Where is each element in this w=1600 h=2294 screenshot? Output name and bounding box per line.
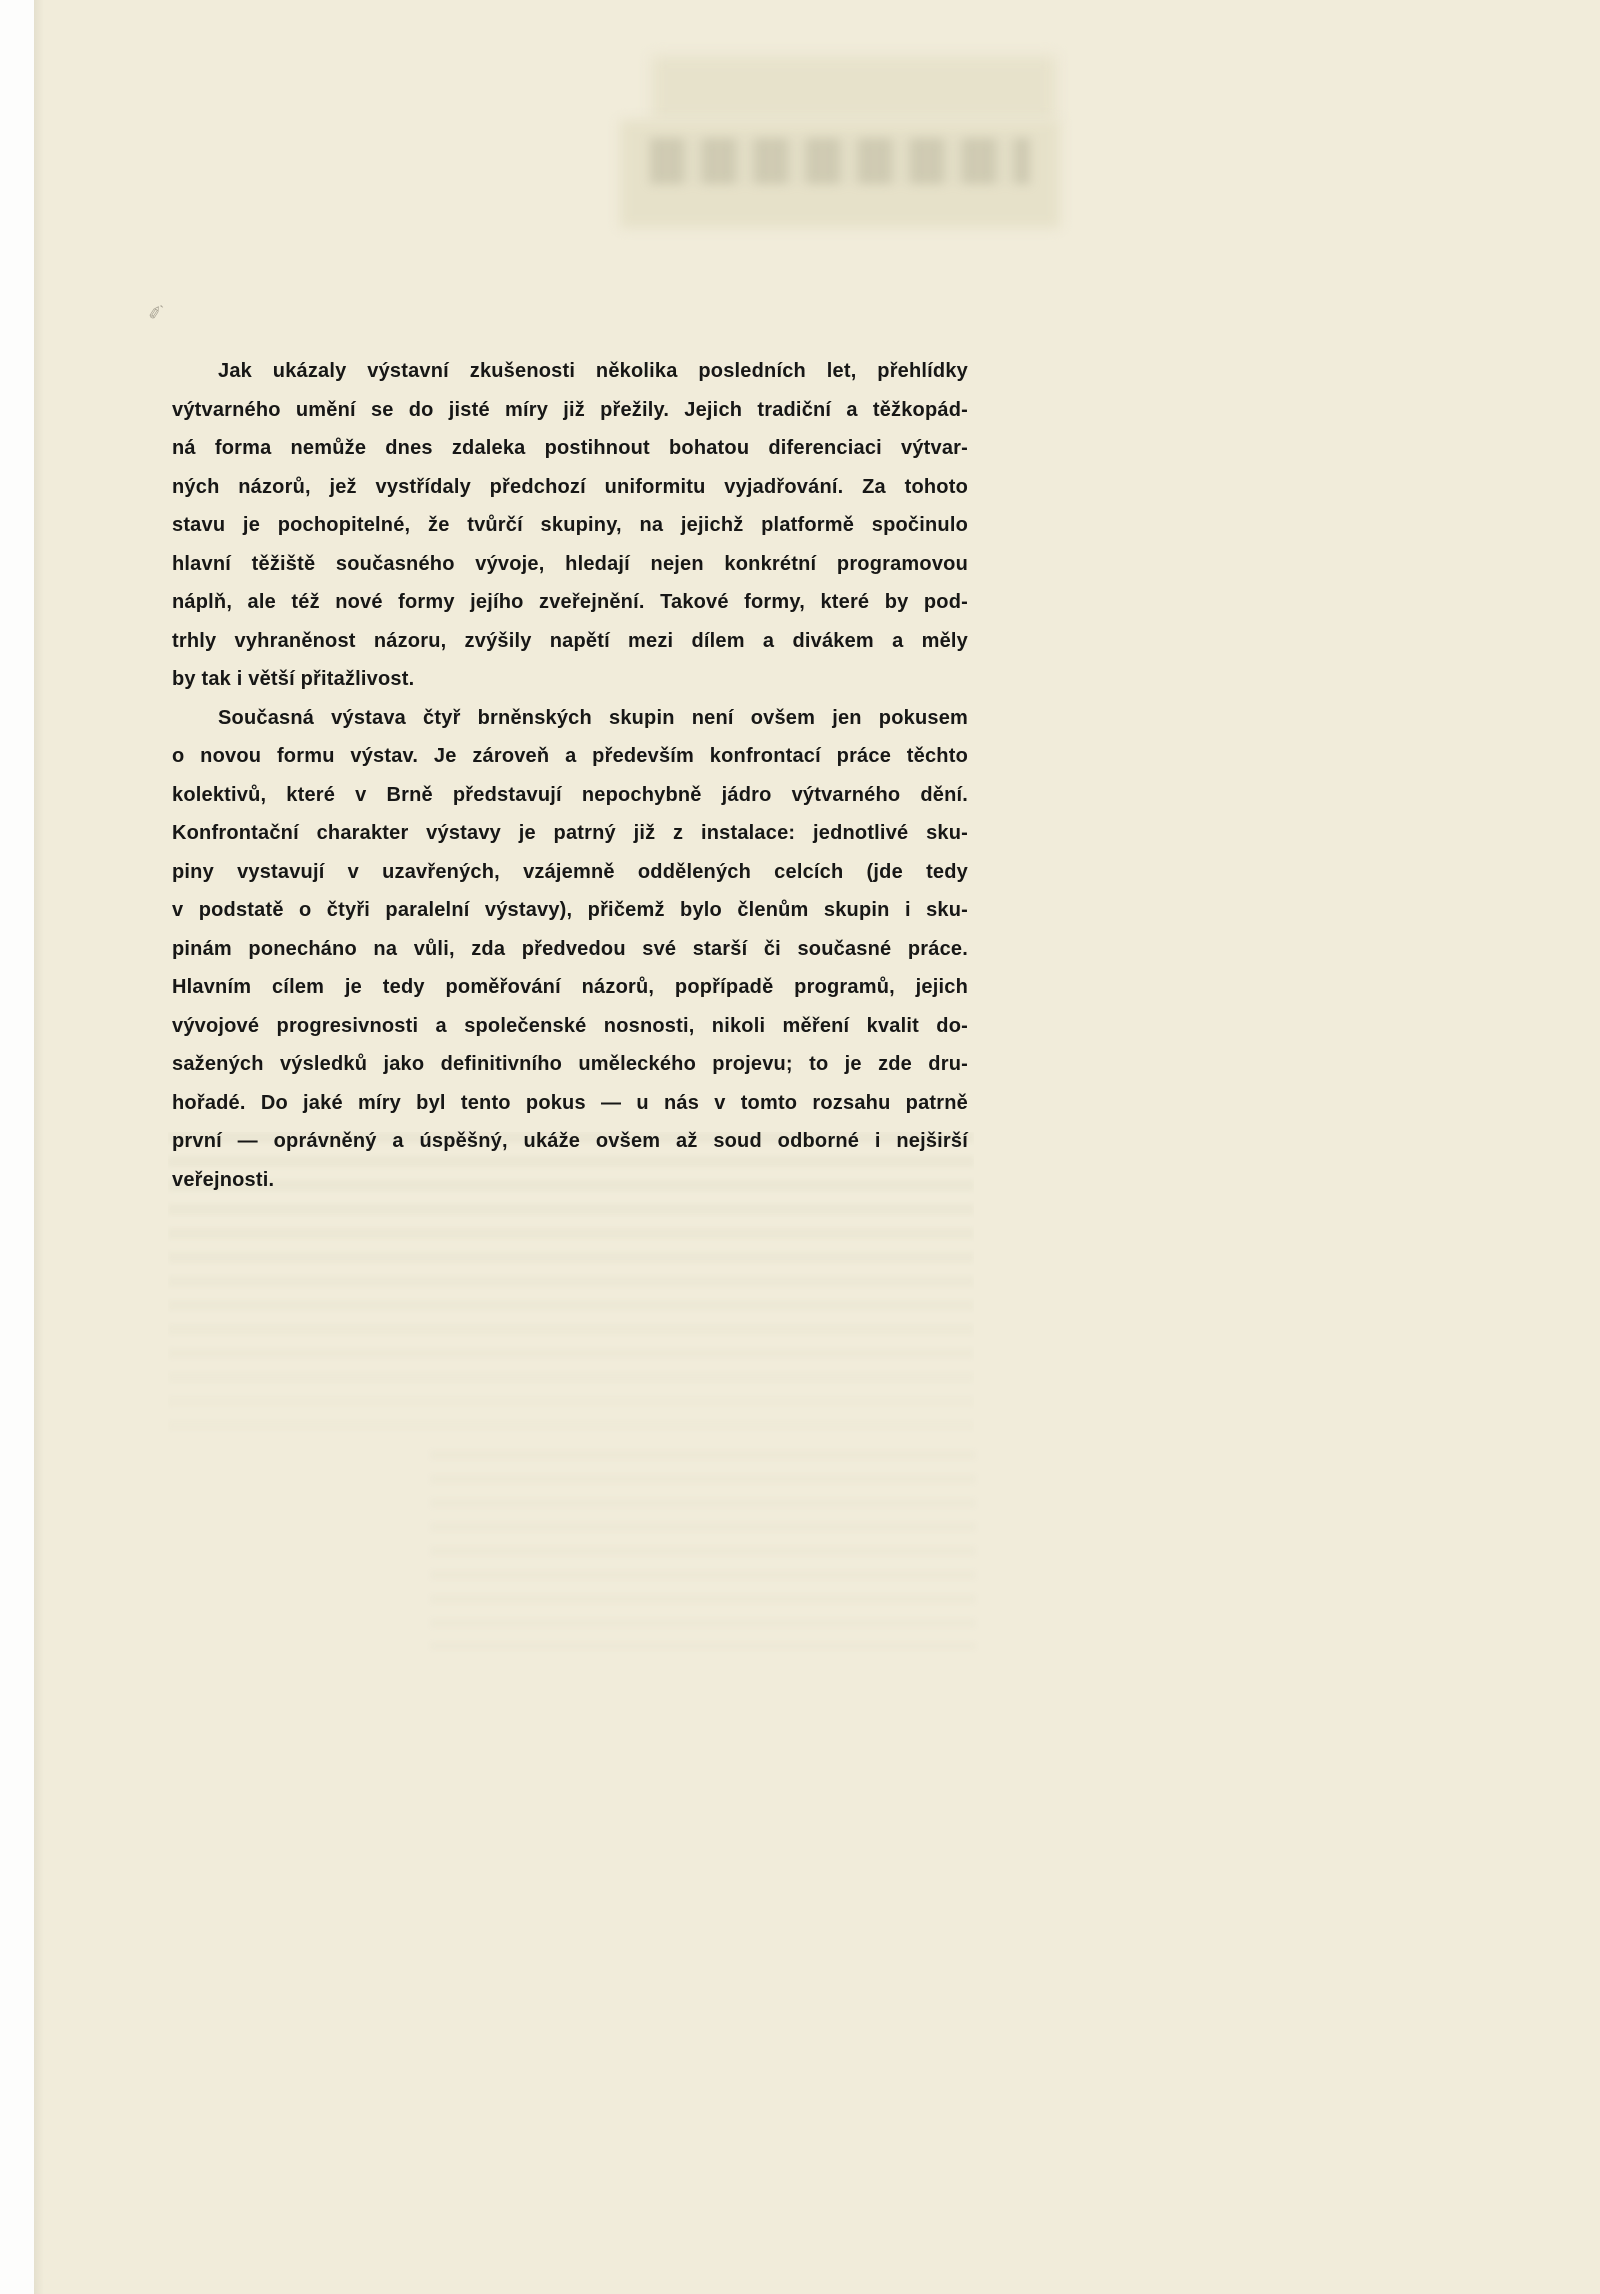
text-line: pinám ponecháno na vůli, zda předvedou své starší či současné práce. xyxy=(172,937,968,960)
text-line: ná forma nemůže dnes zdaleka postihnout bohatou diferenciaci výtvar- xyxy=(172,437,968,459)
text-line: sažených výsledků jako definitivního uměleckého projevu; to je zde dru- xyxy=(172,1053,968,1075)
stray-ink-mark: ✐ˋ xyxy=(146,302,166,325)
ghost-showthrough-text-area-lower xyxy=(430,1450,976,1650)
text-line: Jak ukázaly výstavní zkušenosti několika posledních let, přehlídky xyxy=(218,360,968,382)
text-line: hlavní těžiště současného vývoje, hledají nejen konkrétní programovou xyxy=(172,552,968,575)
text-line: první — oprávněný a úspěšný, ukáže ovšem až soud odborné i nejširší xyxy=(172,1130,968,1152)
text-line: Konfrontační charakter výstavy je patrný již z instalace: jednotlivé sku- xyxy=(172,822,968,844)
text-line: veřejnosti. xyxy=(172,1168,275,1191)
text-line: hořadé. Do jaké míry byl tento pokus — u nás v tomto rozsahu patrně xyxy=(172,1091,968,1114)
text-line: kolektivů, které v Brně představují nepochybně jádro výtvarného dění. xyxy=(172,783,968,806)
text-line: Hlavním cílem je tedy poměřování názorů, popřípadě programů, jejich xyxy=(172,976,968,998)
paper-edge-shadow xyxy=(34,0,44,2294)
text-line: v podstatě o čtyři paralelní výstavy), přičemž bylo členům skupin i sku- xyxy=(172,899,968,921)
ghost-showthrough-block-top xyxy=(652,56,1056,120)
text-line: trhly vyhraněnost názoru, zvýšily napětí mezi dílem a divákem a měly xyxy=(172,629,968,652)
text-line: vývojové progresivnosti a společenské nosnosti, nikoli měření kvalit do- xyxy=(172,1014,968,1037)
ghost-showthrough-letters xyxy=(650,138,1030,184)
text-line: ných názorů, jež vystřídaly předchozí uniformitu vyjadřování. Za tohoto xyxy=(172,475,968,498)
text-block xyxy=(172,352,968,1199)
text-line: náplň, ale též nové formy jejího zveřejnění. Takové formy, které by pod- xyxy=(172,591,968,613)
text-line: výtvarného umění se do jisté míry již přežily. Jejich tradiční a těžkopád- xyxy=(172,398,968,421)
scanner-edge-strip xyxy=(0,0,34,2294)
text-line: o novou formu výstav. Je zároveň a především konfrontací práce těchto xyxy=(172,745,968,767)
text-line: piny vystavují v uzavřených, vzájemně oddělených celcích (jde tedy xyxy=(172,860,968,883)
text-line: Současná výstava čtyř brněnských skupin není ovšem jen pokusem xyxy=(218,706,968,729)
text-line: stavu je pochopitelné, že tvůrčí skupiny, na jejichž platformě spočinulo xyxy=(172,514,968,536)
text-line: by tak i větší přitažlivost. xyxy=(172,668,415,690)
